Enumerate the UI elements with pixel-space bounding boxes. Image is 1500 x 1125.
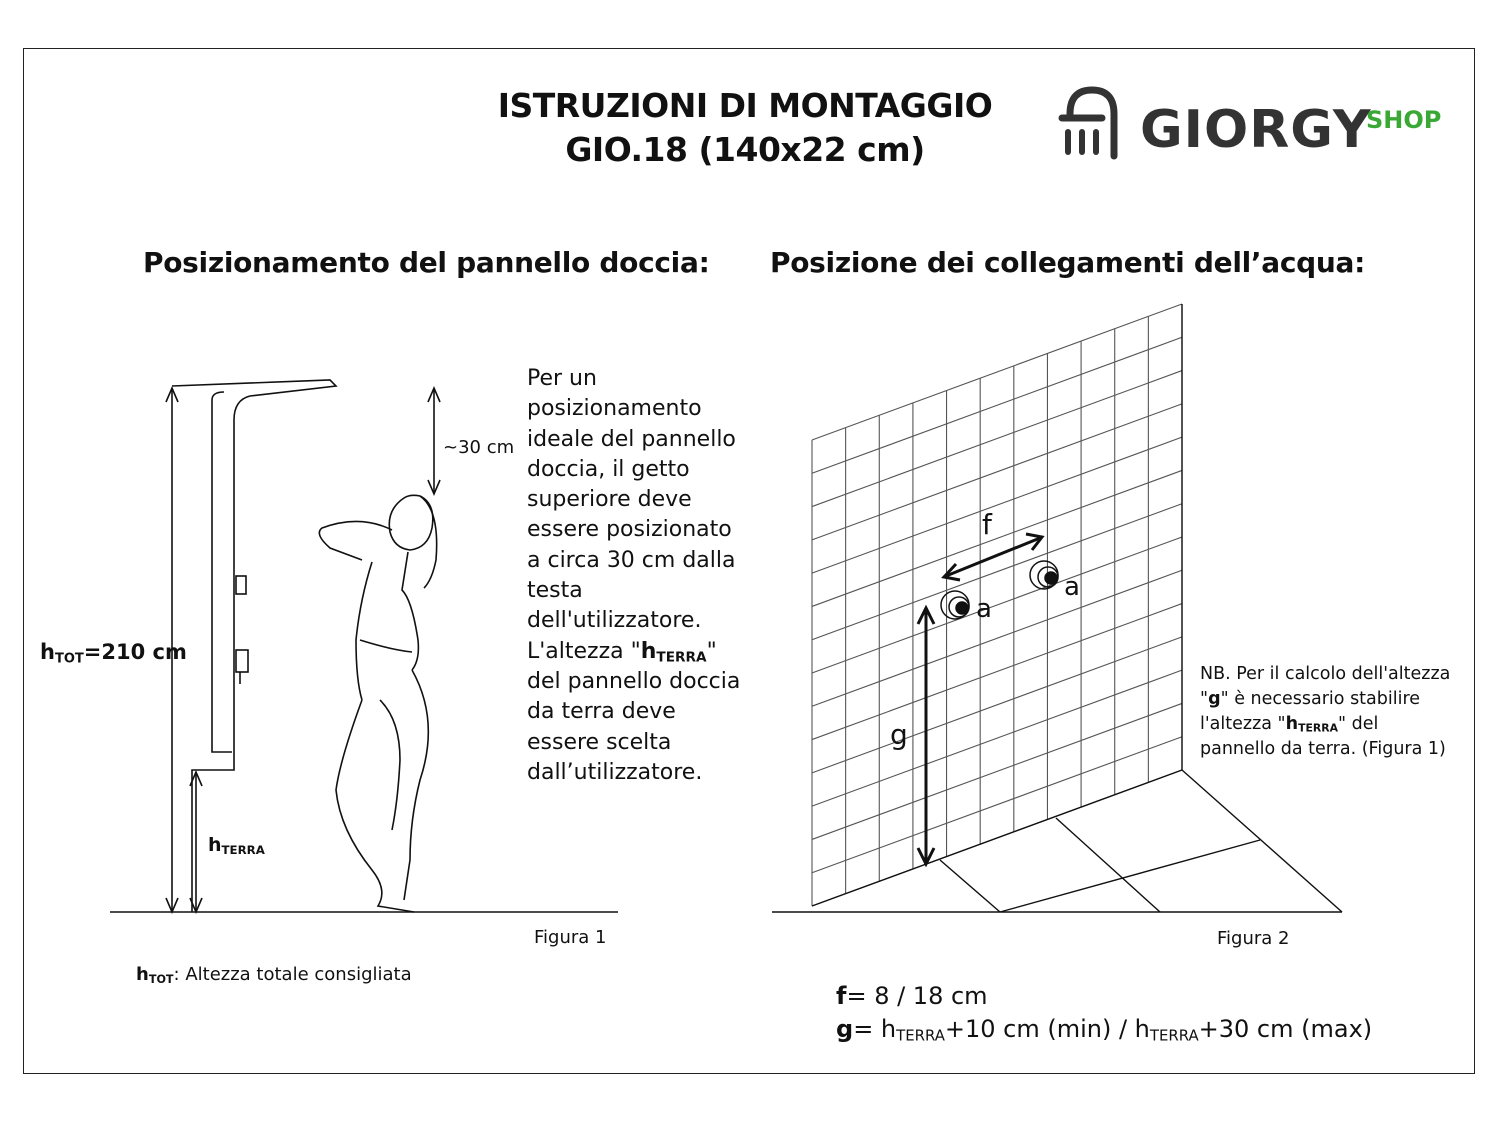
- note-line: "g" è necessario stabilire: [1200, 689, 1421, 709]
- desc-line: doccia, il getto: [527, 456, 690, 482]
- title-line-1: ISTRUZIONI DI MONTAGGIO: [497, 86, 993, 125]
- calculation-note: [1200, 662, 1480, 762]
- label-g: g: [890, 718, 908, 751]
- tile-line: [812, 504, 1182, 640]
- desc-line: ideale del pannello: [527, 426, 736, 452]
- note-line: NB. Per il calcolo dell'altezza: [1200, 664, 1451, 684]
- figure-1-caption: Figura 1: [534, 927, 607, 948]
- htot-legend: $h_{TOT}$: Altezza totale consigliata: [136, 964, 412, 986]
- desc-line: dall’utilizzatore.: [527, 759, 703, 785]
- section-heading-left: Posizionamento del pannello doccia:: [143, 246, 710, 279]
- tile-line: [812, 470, 1182, 606]
- water-connection-2: [1030, 561, 1058, 589]
- formula-f: f= 8 / 18 cm: [836, 982, 988, 1010]
- desc-line: testa: [527, 578, 583, 604]
- water-connection-1: [941, 591, 969, 619]
- formula-g: $g= h_{TERRA}+10$ cm $(\min) / h_{TERRA}+30$ cm (max): [836, 1015, 1373, 1045]
- section-heading-right: Posizione dei collegamenti dell’acqua:: [770, 246, 1366, 279]
- tile-line: [812, 703, 1182, 839]
- figure-2-caption: Figura 2: [1217, 928, 1290, 949]
- desc-line: del pannello doccia: [527, 668, 741, 694]
- tile-line: [812, 670, 1182, 806]
- label-f: f: [982, 508, 992, 541]
- note-line: pannello da terra. (Figura 1): [1200, 739, 1446, 759]
- tile-line: [812, 404, 1182, 540]
- desc-line: da terra deve: [527, 699, 676, 725]
- desc-line: L'altezza "$h_{TERRA}$": [527, 638, 717, 666]
- desc-line: superiore deve: [527, 487, 692, 513]
- title-line-2: GIO.18 (140x22 cm): [565, 130, 925, 169]
- tile-line: [812, 737, 1182, 873]
- note-line: l'altezza "$h_{TERRA}$" del: [1200, 714, 1379, 735]
- desc-line: a circa 30 cm dalla: [527, 547, 736, 573]
- tile-line: [812, 371, 1182, 507]
- tile-line: [812, 637, 1182, 773]
- tile-line: [812, 304, 1182, 440]
- tile-line: [812, 537, 1182, 673]
- label-a-1: a: [976, 594, 992, 624]
- hterra-label: $h_{TERRA}$: [208, 834, 265, 857]
- desc-line: essere scelta: [527, 729, 672, 755]
- tile-line: [812, 337, 1182, 473]
- desc-line: dell'utilizzatore.: [527, 608, 702, 634]
- label-a-2: a: [1064, 572, 1080, 602]
- desc-line: Per un: [527, 366, 597, 391]
- tile-line: [812, 604, 1182, 740]
- brand-suffix: SHOP: [1366, 106, 1442, 134]
- desc-line: posizionamento: [527, 396, 702, 422]
- desc-line: essere posizionato: [527, 517, 732, 543]
- tile-line: [812, 570, 1182, 706]
- dim-head-label: ~30 cm: [443, 437, 515, 458]
- tile-line: [812, 437, 1182, 573]
- htot-label: $h_{TOT}=210$ cm: [40, 640, 187, 667]
- brand-name: GIORGY: [1140, 100, 1372, 160]
